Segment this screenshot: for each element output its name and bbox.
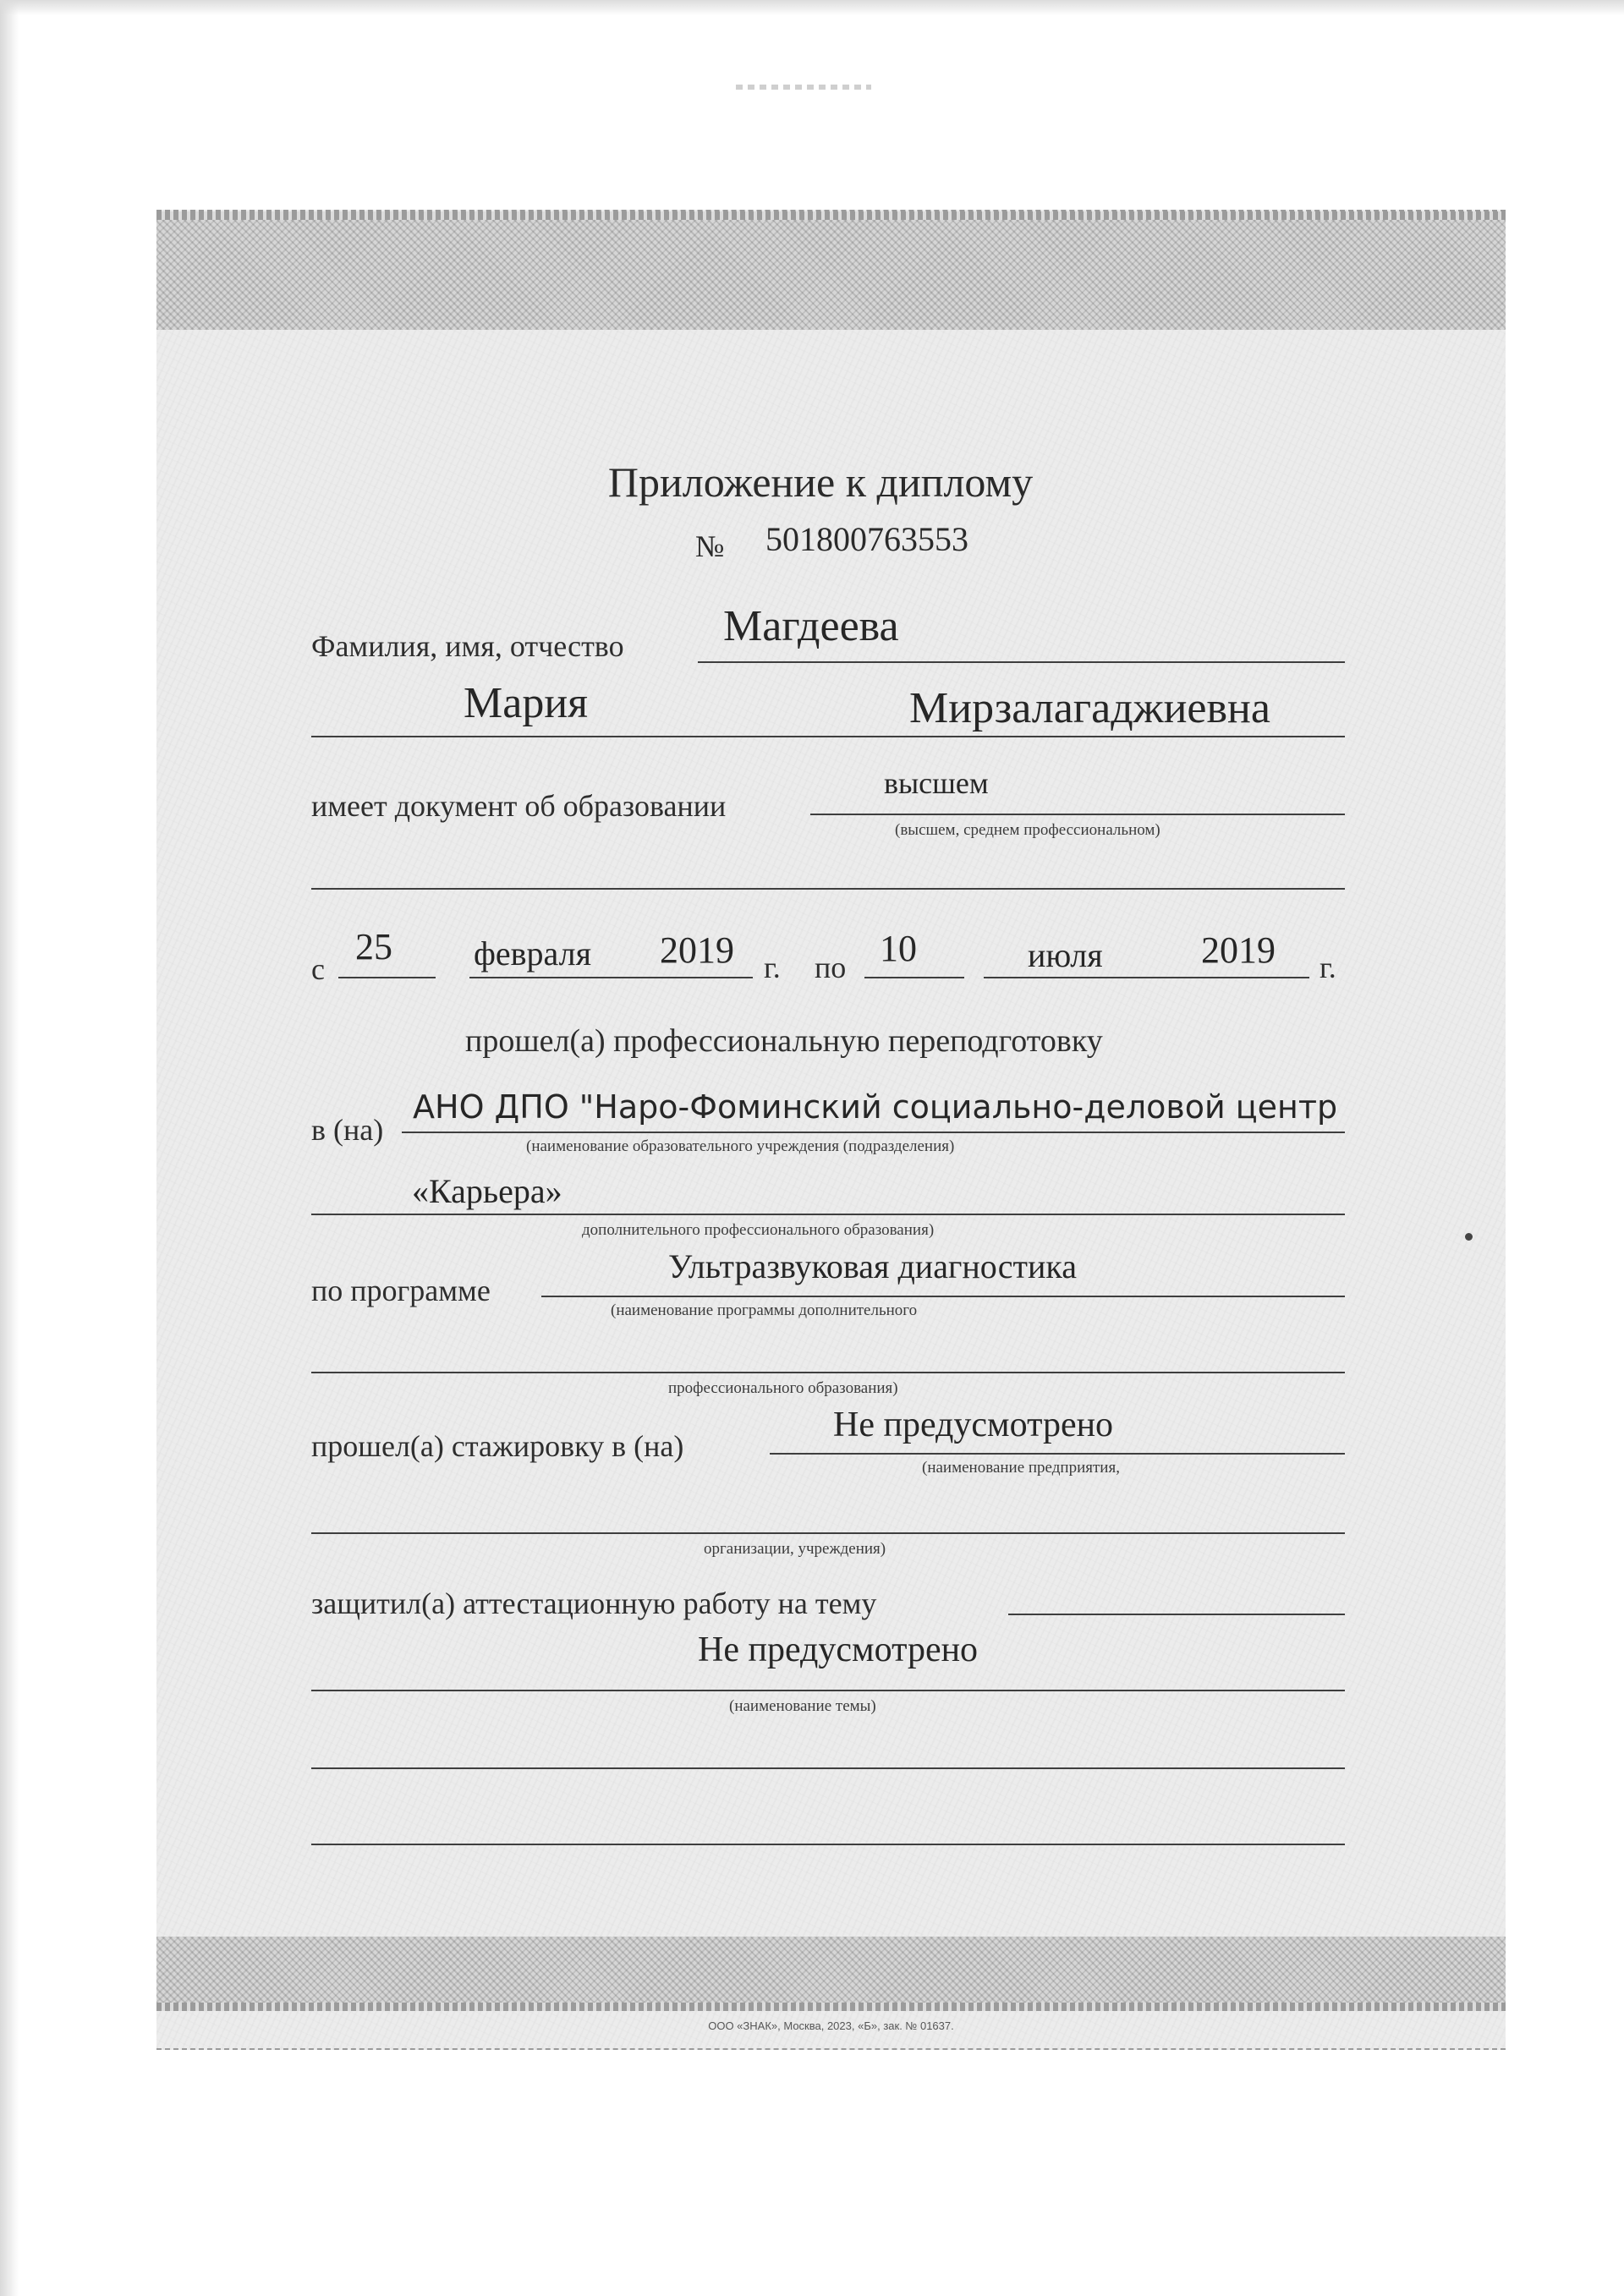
dashed-band	[156, 2003, 1506, 2011]
patronymic-value: Мирзалагаджиевна	[909, 684, 1270, 732]
scan-edge-shadow	[0, 0, 19, 2296]
scan-speck	[1465, 1233, 1473, 1241]
faint-scan-mark	[736, 85, 871, 90]
education-hint: (высшем, среднем профессиональном)	[895, 821, 1160, 839]
fill-line	[864, 977, 964, 978]
from-day: 25	[355, 926, 392, 967]
fill-line	[338, 977, 436, 978]
to-month: июля	[1028, 936, 1103, 974]
fill-line	[311, 888, 1345, 890]
fill-line	[698, 661, 1345, 663]
guilloche-border-top	[156, 211, 1506, 330]
program-value: Ультразвуковая диагностика	[668, 1247, 1077, 1285]
fio-label: Фамилия, имя, отчество	[311, 629, 624, 663]
education-label: имеет документ об образовании	[311, 789, 727, 823]
period-to-prefix: по	[815, 951, 847, 984]
fill-line	[541, 1296, 1345, 1297]
fill-line	[311, 1690, 1345, 1691]
fill-line	[402, 1132, 1345, 1133]
institution-hint1: (наименование образовательного учреждения (подразделения)	[526, 1137, 955, 1155]
surname-value: Магдеева	[723, 602, 899, 650]
dashed-band	[156, 211, 1506, 220]
program-hint1: (наименование программы дополнительного	[611, 1301, 918, 1319]
year-suffix: г.	[764, 951, 781, 984]
guilloche-border-bottom	[156, 1937, 1506, 2011]
thesis-label: защитил(а) аттестационную работу на тему	[311, 1586, 877, 1620]
fill-line	[1008, 1614, 1345, 1615]
from-year: 2019	[660, 929, 734, 971]
fill-line	[311, 1767, 1345, 1769]
program-hint2: профессионального образования)	[668, 1379, 898, 1397]
thesis-hint: (наименование темы)	[729, 1697, 876, 1715]
period-from-prefix: с	[311, 952, 325, 986]
printer-imprint: ООО «ЗНАК», Москва, 2023, «Б», зак. № 01637.	[708, 2019, 954, 2032]
fill-line	[311, 1532, 1345, 1534]
number-sign: №	[695, 529, 725, 563]
fill-line	[810, 814, 1345, 815]
institution-label: в (на)	[311, 1113, 384, 1147]
fill-line	[311, 1372, 1345, 1373]
from-month: февраля	[474, 934, 592, 973]
education-value: высшем	[884, 766, 989, 800]
fill-line	[311, 1214, 1345, 1215]
document-title: Приложение к диплому	[607, 458, 1034, 506]
program-label: по программе	[311, 1274, 491, 1307]
diploma-number: 501800763553	[765, 520, 968, 558]
scan-edge-shadow	[0, 0, 1624, 15]
fill-line	[311, 736, 1345, 737]
to-day: 10	[880, 928, 917, 969]
institution-hint2: дополнительного профессионального образования)	[582, 1221, 935, 1239]
year-suffix: г.	[1320, 951, 1336, 984]
internship-value: Не предусмотрено	[833, 1406, 1114, 1444]
internship-hint2: организации, учреждения)	[704, 1540, 886, 1558]
internship-hint1: (наименование предприятия,	[922, 1459, 1120, 1477]
to-year: 2019	[1201, 929, 1276, 971]
fill-line	[469, 977, 753, 978]
internship-label: прошел(а) стажировку в (на)	[311, 1429, 684, 1463]
fill-line	[984, 977, 1309, 978]
institution-line1: АНО ДПО "Наро-Фоминский социально-деловой центр	[413, 1088, 1338, 1126]
fill-line	[770, 1453, 1345, 1455]
fill-line	[311, 1844, 1345, 1845]
retraining-text: прошел(а) профессиональную переподготовку	[465, 1023, 1103, 1059]
thesis-value: Не предусмотрено	[698, 1630, 979, 1669]
institution-line2: «Карьера»	[412, 1172, 562, 1210]
first-name-value: Мария	[464, 679, 589, 727]
